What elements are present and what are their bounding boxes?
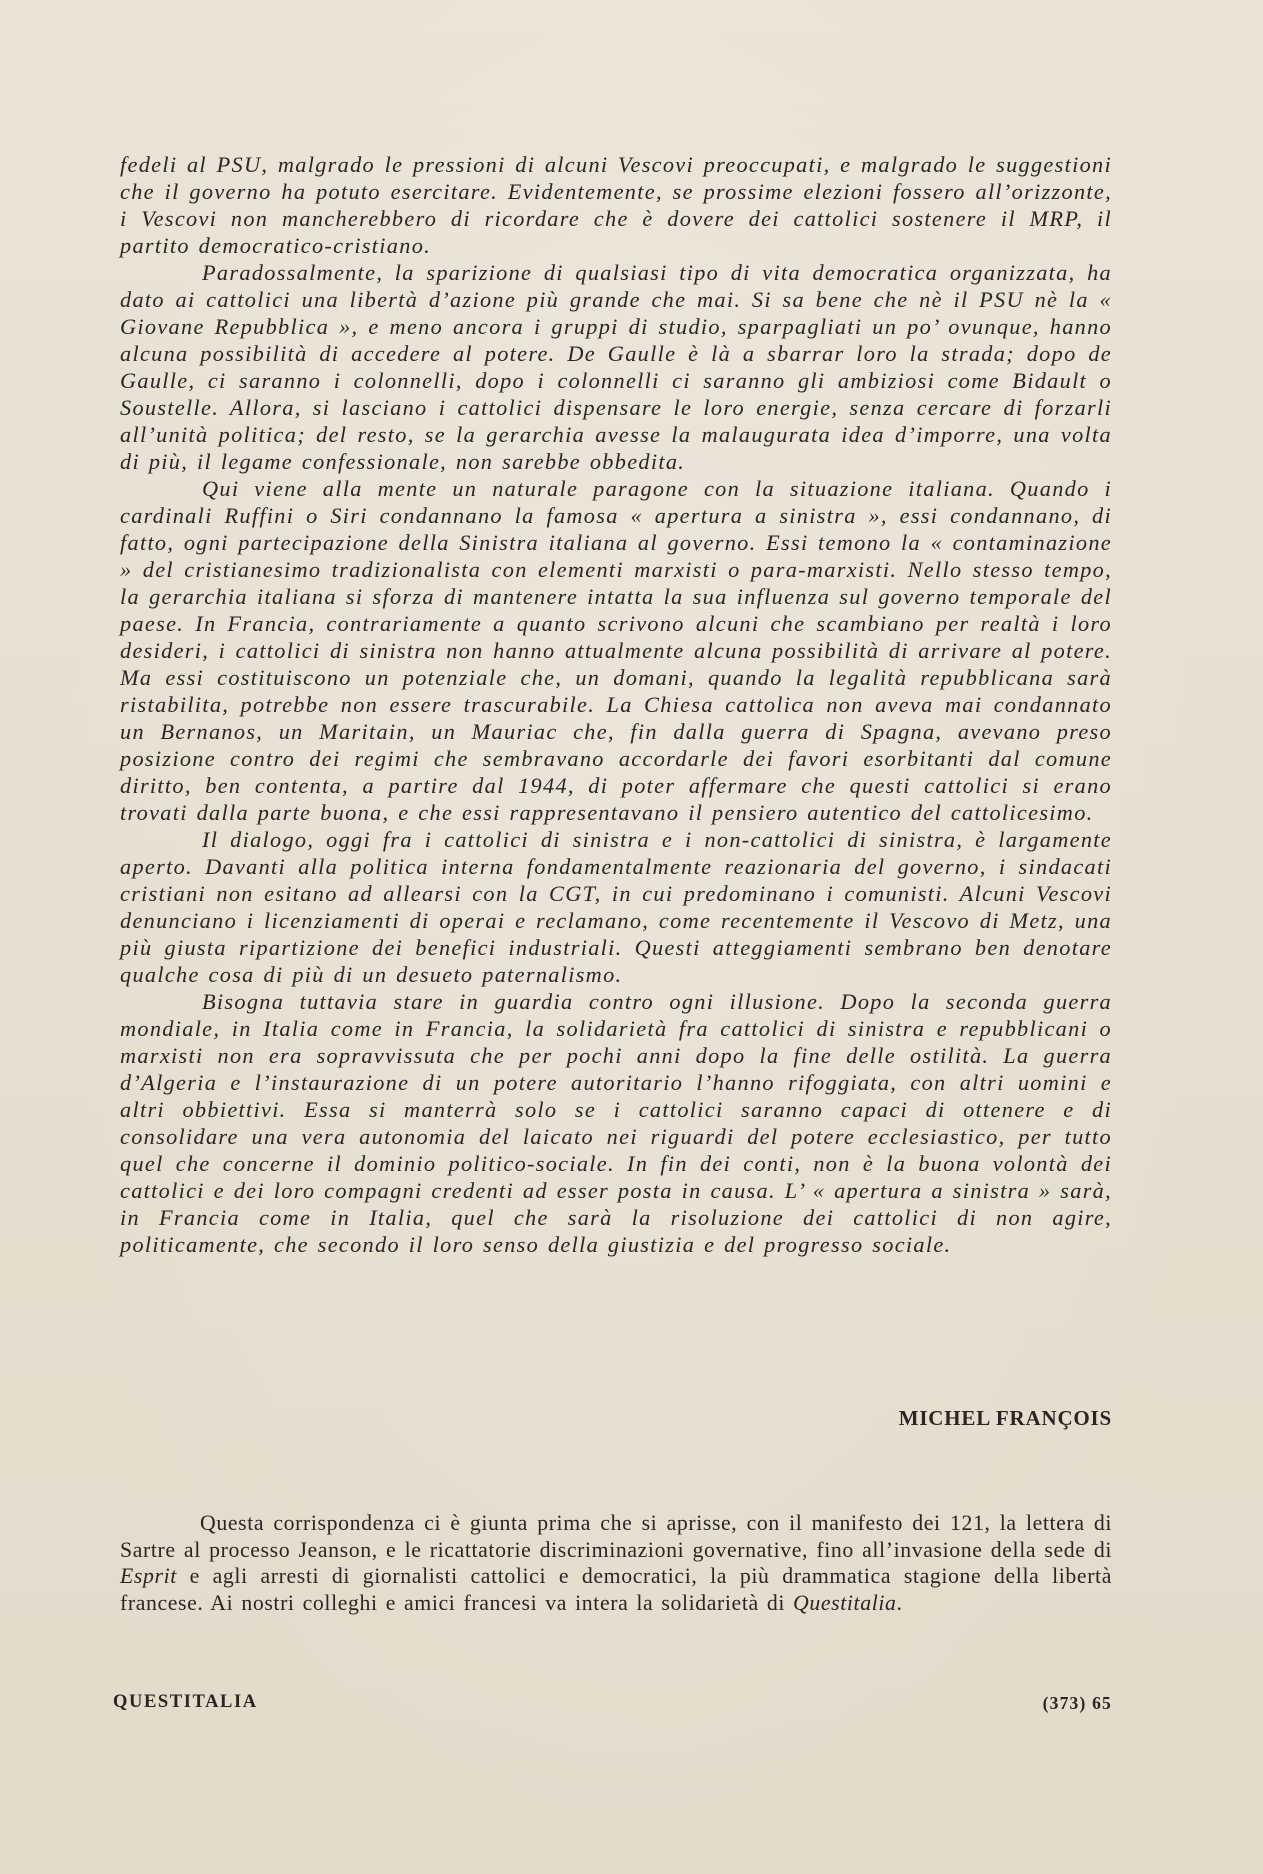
author-signature: MICHEL FRANÇOIS [898, 1406, 1112, 1430]
editorial-note [120, 1510, 1112, 1616]
article-paragraph-2: Paradossalmente, la sparizione di qualsiasi tipo di vita democratica organizzata, ha dato ai cattolici una libertà d’azione più grande che mai. Si sa bene che nè il PSU nè la « Giovane Repubblica », e meno ancora i gruppi di studio, sparpagliati un po’ ovunque, hanno alcuna possibilità di accedere al potere. De Gaulle è là a sbarrar loro la strada; dopo de Gaulle, ci saranno i colonnelli, dopo i colonnelli ci saranno gli ambiziosi come Bidault o Soustelle. Allora, si lasciano i cattolici dispensare le loro energie, senza cercare di forzarli all’unità politica; del resto, se la gerarchia avesse la malaugurata idea d’imporre, una volta di più, il legame confessionale, non sarebbe obbedita. [120, 260, 1112, 474]
article-paragraph-3: Qui viene alla mente un naturale paragone con la situazione italiana. Quando i cardinali Ruffini o Siri condannano la famosa « apertura a sinistra », essi condannano, di fatto, ogni partecipazione della Sinistra italiana al governo. Essi temono la « contaminazione » del cristianesimo tradizionalista con elementi marxisti o para-marxisti. Nello stesso tempo, la gerarchia italiana si sforza di mantenere intatta la sua influenza sul governo temporale del paese. In Francia, contrariamente a quanto scrivono alcuni che scambiano per realtà i loro desideri, i cattolici di sinistra non hanno attualmente alcuna possibilità di arrivare al potere. Ma essi costituiscono un potenziale che, un domani, quando la legalità repubblicana sarà ristabilita, potrebbe non essere trascurabile. La Chiesa cattolica non aveva mai condannato un Bernanos, un Maritain, un Mauriac che, fin dalla guerra di Spagna, avevano preso posizione contro dei regimi che sembravano accordarle dei favori esorbitanti dal comune diritto, ben contenta, a partire dal 1944, di poter affermare che questi cattolici si erano trovati dalla parte buona, e che essi rappresentavano il pensiero autentico del cattolicesimo. [120, 476, 1112, 825]
note-text-end: . [896, 1590, 903, 1615]
footer-page-number: (373) 65 [1042, 1693, 1112, 1713]
note-esprit: Esprit [120, 1564, 177, 1588]
article-body [120, 151, 1112, 1258]
article-paragraph-1: fedeli al PSU, malgrado le pressioni di alcuni Vescovi preoccupati, e malgrado le suggestioni che il governo ha potuto esercitare. Evidentemente, se prossime elezioni fossero all’orizzonte, i Vescovi non mancherebbero di ricordare che è dovere dei cattolici sostenere il MRP, il partito democratico-cristiano. [120, 152, 1112, 258]
note-questitalia: Questitalia [793, 1590, 897, 1615]
note-text-1: Questa corrispondenza ci è giunta prima che si aprisse, con il manifesto dei 121, la lettera di Sartre al processo Jeanson, e le ricattatorie discriminazioni governative, fino all’invasione della sede di [120, 1511, 1112, 1562]
article-paragraph-5: Bisogna tuttavia stare in guardia contro ogni illusione. Dopo la seconda guerra mondiale, in Italia come in Francia, la solidarietà fra cattolici di sinistra e repubblicani o marxisti non era sopravvissuta che per pochi anni dopo la fine delle ostilità. La guerra d’Algeria e l’instaurazione di un potere autoritario l’hanno rifoggiata, con altri uomini e altri obbiettivi. Essa si manterrà solo se i cattolici saranno capaci di ottenere e di consolidare una vera autonomia del laicato nei riguardi del potere ecclesiastico, per tutto quel che concerne il dominio politico-sociale. In fin dei conti, non è la buona volontà dei cattolici e dei loro compagni credenti ad esser posta in causa. L’ « apertura a sinistra » sarà, in Francia come in Italia, quel che sarà la risoluzione dei cattolici di non agire, politicamente, che secondo il loro senso della giustizia e del progresso sociale. [120, 989, 1112, 1257]
article-paragraph-4: Il dialogo, oggi fra i cattolici di sinistra e i non-cattolici di sinistra, è largamente aperto. Davanti alla politica interna fondamentalmente reazionaria del governo, i sindacati cristiani non esitano ad allearsi con la CGT, in cui predominano i comunisti. Alcuni Vescovi denunciano i licenziamenti di operai e reclamano, come recentemente il Vescovo di Metz, una più giusta ripartizione dei benefici industriali. Questi atteggiamenti sembrano ben denotare qualche cosa di più di un desueto paternalismo. [120, 827, 1112, 987]
note-text-2: e agli arresti di giornalisti cattolici e democratici, la più drammatica stagione della libertà francese. Ai nostri colleghi e amici francesi va intera la solidarietà di [120, 1564, 1112, 1615]
footer-journal-title: QUESTITALIA [113, 1692, 258, 1712]
